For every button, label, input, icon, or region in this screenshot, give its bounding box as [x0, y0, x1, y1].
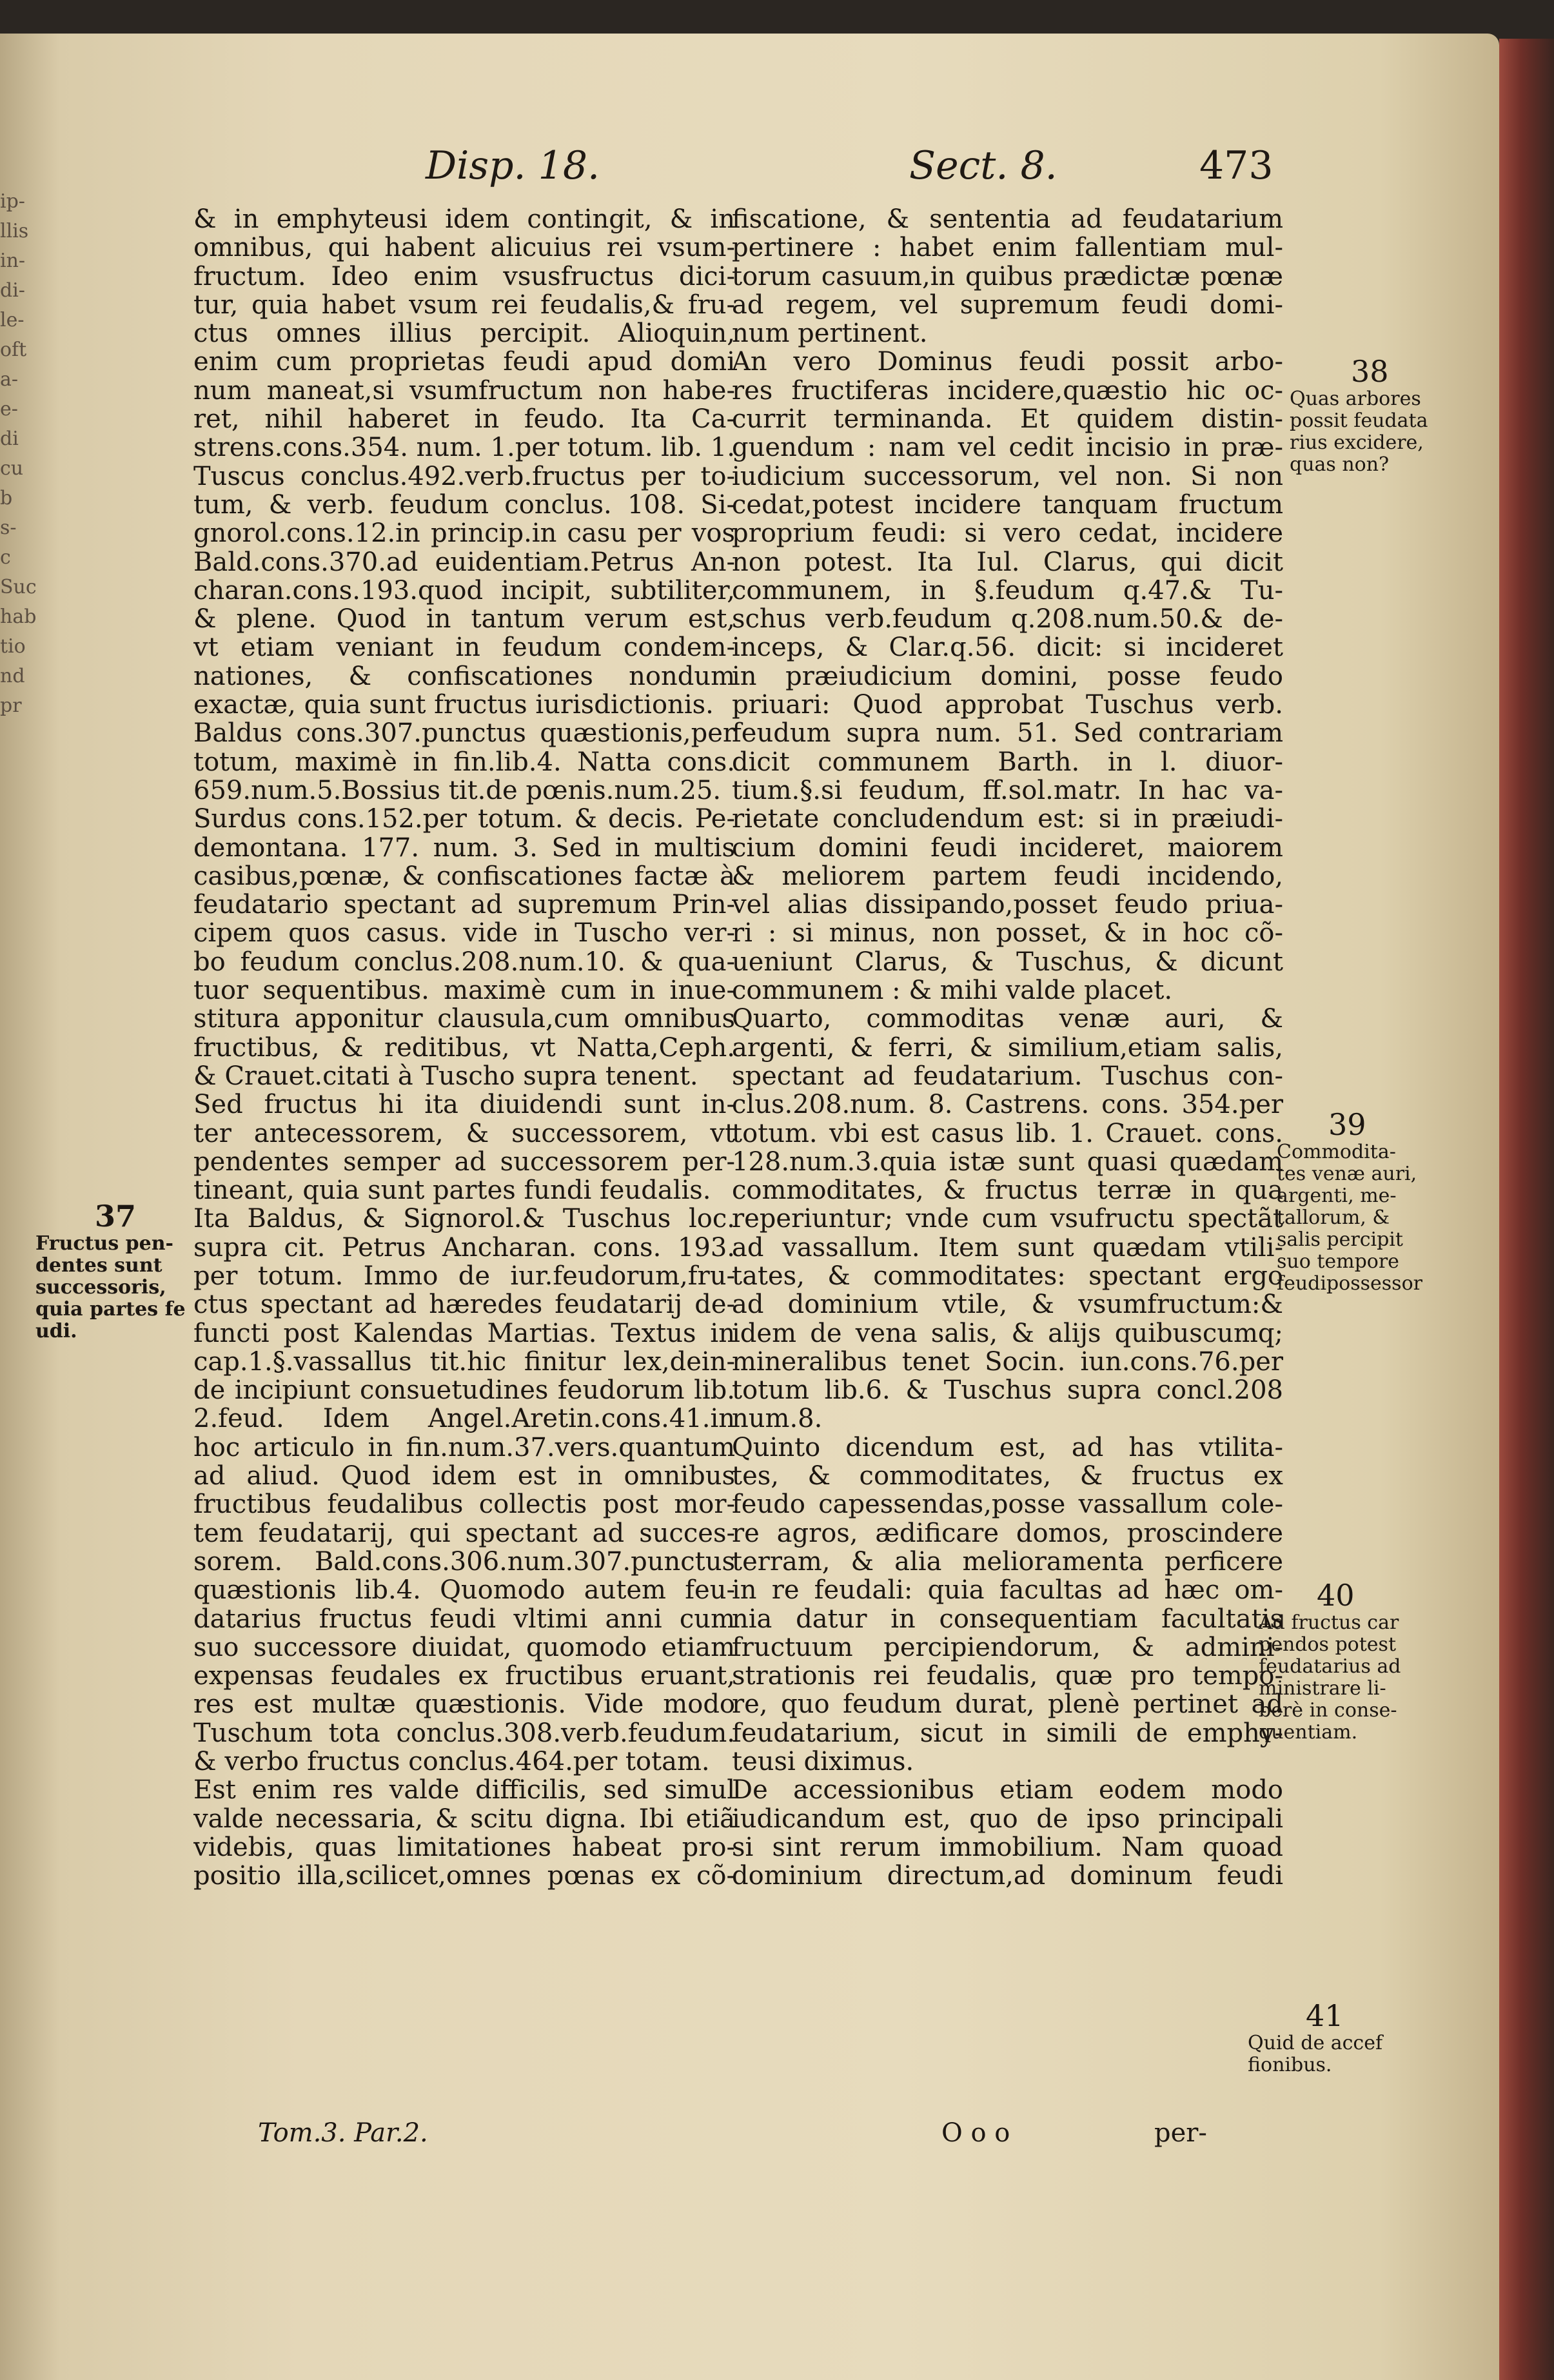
text-line: commoditates, & fructus terræ in qua — [732, 1176, 1283, 1205]
header-section: Sect. 8. — [909, 143, 1057, 188]
text-line: tium.§.si feudum, ff.sol.matr. In hac va- — [732, 776, 1283, 805]
prev-page-fragment: b — [0, 487, 13, 509]
page-edge — [1499, 39, 1554, 2380]
text-line: in præiudicium domini, posse feudo — [732, 662, 1283, 691]
text-line: & verbo fructus conclus.464.per totam. — [193, 1747, 710, 1776]
margin-note-line: argenti, me- — [1277, 1185, 1397, 1207]
margin-note-line: possit feudata — [1290, 409, 1428, 432]
text-line: mineralibus tenet Socin. iun.cons.76.per — [732, 1347, 1283, 1377]
text-line: tates, & commoditates: spectant ergo — [732, 1261, 1283, 1291]
text-line: Surdus cons.152.per totum. & decis. Pe- — [193, 805, 735, 834]
margin-note-line: tallorum, & — [1277, 1206, 1390, 1229]
text-line: ad aliud. Quod idem est in omnibus — [193, 1462, 735, 1491]
text-line: res fructiferas incidere,quæstio hic oc- — [732, 376, 1283, 406]
left-text-column — [193, 205, 735, 1891]
text-line: Bald.cons.370.ad euidentiam.Petrus An- — [193, 547, 735, 576]
text-line: positio illa,scilicet,omnes pœnas ex cõ- — [193, 1862, 735, 1891]
prev-page-fragment: e- — [0, 398, 18, 420]
margin-note-line: suo tempore — [1277, 1250, 1399, 1273]
text-line: cap.1.§.vassallus tit.hic finitur lex,dein- — [193, 1347, 735, 1377]
margin-note-41 — [1248, 1999, 1402, 2076]
text-line: totum lib.6. & Tuschus supra concl.208 — [732, 1376, 1283, 1405]
text-line: sorem. Bald.cons.306.num.307.punctus — [193, 1547, 735, 1577]
text-line: schus verb.feudum q.208.num.50.& de- — [732, 605, 1283, 634]
margin-note-text — [1290, 388, 1448, 476]
text-line: tum, & verb. feudum conclus. 108. Si- — [193, 490, 735, 520]
running-header — [0, 143, 1499, 201]
text-line: iudicium successorum, vel non. Si non — [732, 462, 1283, 491]
margin-note-number: 38 — [1351, 354, 1389, 389]
text-line: cipem quos casus. vide in Tuscho ver- — [193, 919, 735, 948]
text-line: teusi diximus. — [732, 1747, 914, 1776]
text-line: idem de vena salis, & alijs quibuscumq; — [732, 1319, 1283, 1348]
margin-note-line: quia partes fe — [35, 1298, 186, 1321]
prev-page-fragment: llis — [0, 220, 29, 242]
margin-note-line: salis percipit — [1277, 1228, 1403, 1251]
gathering-mark: O o o — [941, 2118, 1010, 2148]
text-line: fiscatione, & sententia ad feudatarium — [732, 205, 1283, 234]
prev-page-fragment: di — [0, 428, 19, 450]
margin-note-line: feudatarius ad — [1259, 1655, 1401, 1678]
text-line: de incipiunt consuetudines feudorum lib. — [193, 1376, 735, 1405]
text-line: suo successore diuidat, quomodo etiam — [193, 1633, 735, 1662]
text-line: re agros, ædificare domos, proscindere — [732, 1519, 1283, 1548]
right-text-column — [732, 205, 1283, 1891]
prev-page-fragment: cu — [0, 457, 24, 480]
margin-note-line: rius excidere, — [1290, 431, 1424, 454]
text-line: spectant ad feudatarium. Tuschus con- — [732, 1061, 1283, 1091]
text-line: 2.feud. Idem Angel.Aretin.cons.41.in — [193, 1404, 735, 1433]
text-line: strationis rei feudalis, quæ pro tempo- — [732, 1662, 1283, 1691]
text-line: pertinere : habet enim fallentiam mul- — [732, 233, 1283, 262]
text-line: supra cit. Petrus Ancharan. cons. 193. — [193, 1233, 735, 1262]
text-line: De accessionibus etiam eodem modo — [732, 1776, 1283, 1805]
prev-page-fragment: le- — [0, 309, 25, 331]
prev-page-fragment: nd — [0, 665, 25, 687]
page-number: 473 — [1199, 143, 1274, 188]
text-line: num pertinent. — [732, 319, 928, 348]
text-line: hoc articulo in fin.num.37.vers.quantum — [193, 1433, 735, 1462]
margin-note-line: udi. — [35, 1320, 77, 1342]
text-line: cium domini feudi incideret, maiorem — [732, 833, 1283, 862]
text-line: ad vassallum. Item sunt quædam vtili- — [732, 1233, 1283, 1262]
text-line: 659.num.5.Bossius tit.de pœnis.num.25. — [193, 776, 722, 805]
text-line: feudatarium, sicut in simili de emphy- — [732, 1718, 1283, 1748]
margin-note-number: 41 — [1306, 1998, 1344, 2033]
text-line: valde necessaria, & scitu digna. Ibi etiã — [193, 1804, 735, 1833]
text-line: communem, in §.feudum q.47.& Tu- — [732, 576, 1283, 605]
catchword: per- — [1154, 2118, 1207, 2148]
text-line: reperiuntur; vnde cum vsufructu spectãt — [732, 1205, 1283, 1234]
text-line: guendum : nam vel cedit incisio in præ- — [732, 433, 1283, 462]
text-line: communem : & mihi valde placet. — [732, 976, 1173, 1005]
text-line: demontana. 177. num. 3. Sed in multis — [193, 833, 735, 862]
text-line: ueniunt Clarus, & Tuschus, & dicunt — [732, 947, 1283, 977]
previous-page-margin — [0, 187, 97, 896]
text-line: ter antecessorem, & successorem, vt — [193, 1119, 735, 1148]
text-line: iudicandum est, quo de ipso principali — [732, 1804, 1283, 1833]
prev-page-fragment: s- — [0, 516, 17, 539]
prev-page-fragment: tio — [0, 635, 26, 658]
text-line: Tuscus conclus.492.verb.fructus per to- — [193, 462, 735, 491]
text-line: ad dominium vtile, & vsumfructum:& — [732, 1290, 1283, 1319]
signature-mark: Tom.3. Par.2. — [258, 2118, 428, 2148]
prev-page-fragment: a- — [0, 368, 19, 391]
prev-page-fragment: Suc — [0, 576, 37, 598]
text-line: Tuschum tota conclus.308.verb.feudum. — [193, 1718, 735, 1748]
text-line: strens.cons.354. num. 1.per totum. lib. 1. — [193, 433, 735, 462]
margin-note-line: Commodita- — [1277, 1141, 1396, 1163]
margin-note-line: Quas arbores — [1290, 388, 1421, 410]
text-line: ctus omnes illius percipit. Alioquin, — [193, 319, 735, 348]
text-line: & plene. Quod in tantum verum est, — [193, 605, 735, 634]
text-line: argenti, & ferri, & similium,etiam salis, — [732, 1033, 1283, 1062]
text-line: Est enim res valde difficilis, sed simul — [193, 1776, 735, 1805]
text-line: in re feudali: quia facultas ad hæc om- — [732, 1576, 1283, 1605]
text-line: vel alias dissipando,posset feudo priua- — [732, 890, 1283, 920]
margin-note-line: successoris, — [35, 1276, 166, 1299]
margin-note-line: ministrare li- — [1259, 1677, 1386, 1700]
text-line: Sed fructus hi ita diuidendi sunt in- — [193, 1090, 735, 1119]
prev-page-fragment: c — [0, 546, 11, 569]
text-line: ri : si minus, non posset, & in hoc cõ- — [732, 919, 1283, 948]
text-line: enim cum proprietas feudi apud domi — [193, 348, 735, 377]
text-line: si sint rerum immobilium. Nam quoad — [732, 1833, 1283, 1862]
text-line: ret, nihil haberet in feudo. Ita Ca- — [193, 405, 735, 434]
text-line: bo feudum conclus.208.num.10. & qua- — [193, 947, 735, 977]
margin-note-text — [35, 1233, 193, 1342]
prev-page-fragment: oft — [0, 339, 27, 361]
text-line: clus.208.num. 8. Castrens. cons. 354.per — [732, 1090, 1283, 1119]
text-line: non potest. Ita Iul. Clarus, qui dicit — [732, 547, 1283, 576]
text-line: gnorol.cons.12.in princip.in casu per vos — [193, 519, 735, 548]
margin-note-number: 37 — [95, 1199, 137, 1234]
prev-page-fragment: in- — [0, 250, 26, 272]
prev-page-fragment: hab — [0, 605, 37, 628]
text-line: inceps, & Clar.q.56. dicit: si incideret — [732, 633, 1283, 662]
margin-note-line: dentes sunt — [35, 1254, 162, 1277]
text-line: fructuum percipiendorum, & admini- — [732, 1633, 1283, 1662]
text-line: & in emphyteusi idem contingit, & in — [193, 205, 735, 234]
margin-note-text — [1277, 1141, 1444, 1295]
text-line: per totum. Immo de iur.feudorum,fru- — [193, 1261, 735, 1291]
text-line: cedat,potest incidere tanquam fructum — [732, 490, 1283, 520]
text-line: totum. vbi est casus lib. 1. Crauet. cons. — [732, 1119, 1283, 1148]
margin-note-line: berè in conse- — [1259, 1699, 1397, 1722]
text-line: res est multæ quæstionis. Vide modo — [193, 1690, 735, 1719]
text-line: rietate concludendum est: si in præiudi- — [732, 805, 1283, 834]
text-line: num.8. — [732, 1404, 823, 1433]
margin-note-text — [1248, 2032, 1402, 2076]
text-line: fructibus, & reditibus, vt Natta,Ceph. — [193, 1033, 735, 1062]
margin-note-line: quentiam. — [1259, 1721, 1358, 1744]
margin-note-number: 40 — [1317, 1578, 1355, 1613]
text-line: Quinto dicendum est, ad has vtilita- — [732, 1433, 1283, 1462]
text-line: & meliorem partem feudi incidendo, — [732, 861, 1283, 891]
margin-note-number: 39 — [1328, 1107, 1366, 1142]
text-line: priuari: Quod approbat Tuschus verb. — [732, 691, 1283, 720]
text-line: Quarto, commoditas venæ auri, & — [732, 1005, 1283, 1034]
text-line: ad regem, vel supremum feudi domi- — [732, 290, 1283, 320]
text-line: & Crauet.citati à Tuscho supra tenent. — [193, 1061, 698, 1091]
text-line: feudatario spectant ad supremum Prin- — [193, 890, 735, 920]
text-line: terram, & alia melioramenta perficere — [732, 1547, 1283, 1577]
text-line: fructibus feudalibus collectis post mor- — [193, 1490, 735, 1519]
text-line: proprium feudi: si vero cedat, incidere — [732, 519, 1283, 548]
prev-page-fragment: di- — [0, 279, 25, 302]
text-line: re, quo feudum durat, plenè pertinet ad — [732, 1690, 1283, 1719]
text-line: 128.num.3.quia istæ sunt quasi quædam — [732, 1147, 1283, 1177]
text-line: datarius fructus feudi vltimi anni cum — [193, 1604, 735, 1633]
margin-note-line: Fructus pen- — [35, 1232, 173, 1255]
text-line: nia datur in consequentiam facultatis — [732, 1604, 1283, 1633]
margin-note-line: Ad fructus car — [1259, 1611, 1399, 1634]
margin-note-text — [1259, 1612, 1423, 1744]
margin-note-line: Quid de accef — [1248, 2032, 1383, 2054]
text-line: pendentes semper ad successorem per- — [193, 1147, 735, 1177]
text-line: num maneat,si vsumfructum non habe- — [193, 376, 735, 406]
text-line: nationes, & confiscationes nondum — [193, 662, 735, 691]
text-line: dicit communem Barth. in l. diuor- — [732, 747, 1283, 776]
text-line: tem feudatarij, qui spectant ad succes- — [193, 1519, 735, 1548]
margin-note-39 — [1277, 1108, 1444, 1295]
margin-note-38 — [1290, 355, 1448, 476]
text-line: tur, quia habet vsum rei feudalis,& fru- — [193, 290, 735, 320]
text-line: casibus,pœnæ, & confiscationes factæ à — [193, 861, 735, 891]
text-line: ctus spectant ad hæredes feudatarij de- — [193, 1290, 735, 1319]
margin-note-line: pendos potest — [1259, 1633, 1397, 1656]
text-line: stitura apponitur clausula,cum omnibus — [193, 1005, 735, 1034]
text-line: vt etiam veniant in feudum condem- — [193, 633, 735, 662]
text-line: videbis, quas limitationes habeat pro- — [193, 1833, 735, 1862]
text-line: Baldus cons.307.punctus quæstionis,per — [193, 719, 735, 748]
text-line: charan.cons.193.quod incipit, subtiliter, — [193, 576, 735, 605]
margin-note-40 — [1259, 1578, 1423, 1744]
text-line: functi post Kalendas Martias. Textus in — [193, 1319, 735, 1348]
text-line: exactæ, quia sunt fructus iurisdictionis. — [193, 691, 714, 720]
text-line: currit terminanda. Et quidem distin- — [732, 405, 1283, 434]
text-line: tineant, quia sunt partes fundi feudalis. — [193, 1176, 711, 1205]
margin-note-line: fionibus. — [1248, 2054, 1332, 2076]
margin-note-line: tes venæ auri, — [1277, 1163, 1417, 1185]
text-line: An vero Dominus feudi possit arbo- — [732, 348, 1283, 377]
text-line: quæstionis lib.4. Quomodo autem feu- — [193, 1576, 735, 1605]
text-line: tes, & commoditates, & fructus ex — [732, 1462, 1283, 1491]
text-line: expensas feudales ex fructibus eruant, — [193, 1662, 735, 1691]
text-line: fructum. Ideo enim vsusfructus dici- — [193, 262, 735, 291]
prev-page-fragment: ip- — [0, 190, 25, 213]
text-line: dominium directum,ad dominum feudi — [732, 1862, 1283, 1891]
text-line: tuor sequentibus. maximè cum in inue- — [193, 976, 735, 1005]
text-line: omnibus, qui habent alicuius rei vsum- — [193, 233, 735, 262]
margin-note-line: feudipossessor — [1277, 1272, 1422, 1295]
margin-note-37 — [35, 1199, 193, 1342]
header-disputation: Disp. 18. — [426, 143, 600, 188]
text-line: Ita Baldus, & Signorol.& Tuschus loc. — [193, 1205, 735, 1234]
margin-note-line: quas non? — [1290, 453, 1390, 476]
text-line: torum casuum,in quibus prædictæ pœnæ — [732, 262, 1283, 291]
prev-page-fragment: pr — [0, 694, 22, 717]
text-line: feudum supra num. 51. Sed contrariam — [732, 719, 1283, 748]
text-line: totum, maximè in fin.lib.4. Natta cons. — [193, 747, 735, 776]
text-line: feudo capessendas,posse vassallum cole- — [732, 1490, 1283, 1519]
